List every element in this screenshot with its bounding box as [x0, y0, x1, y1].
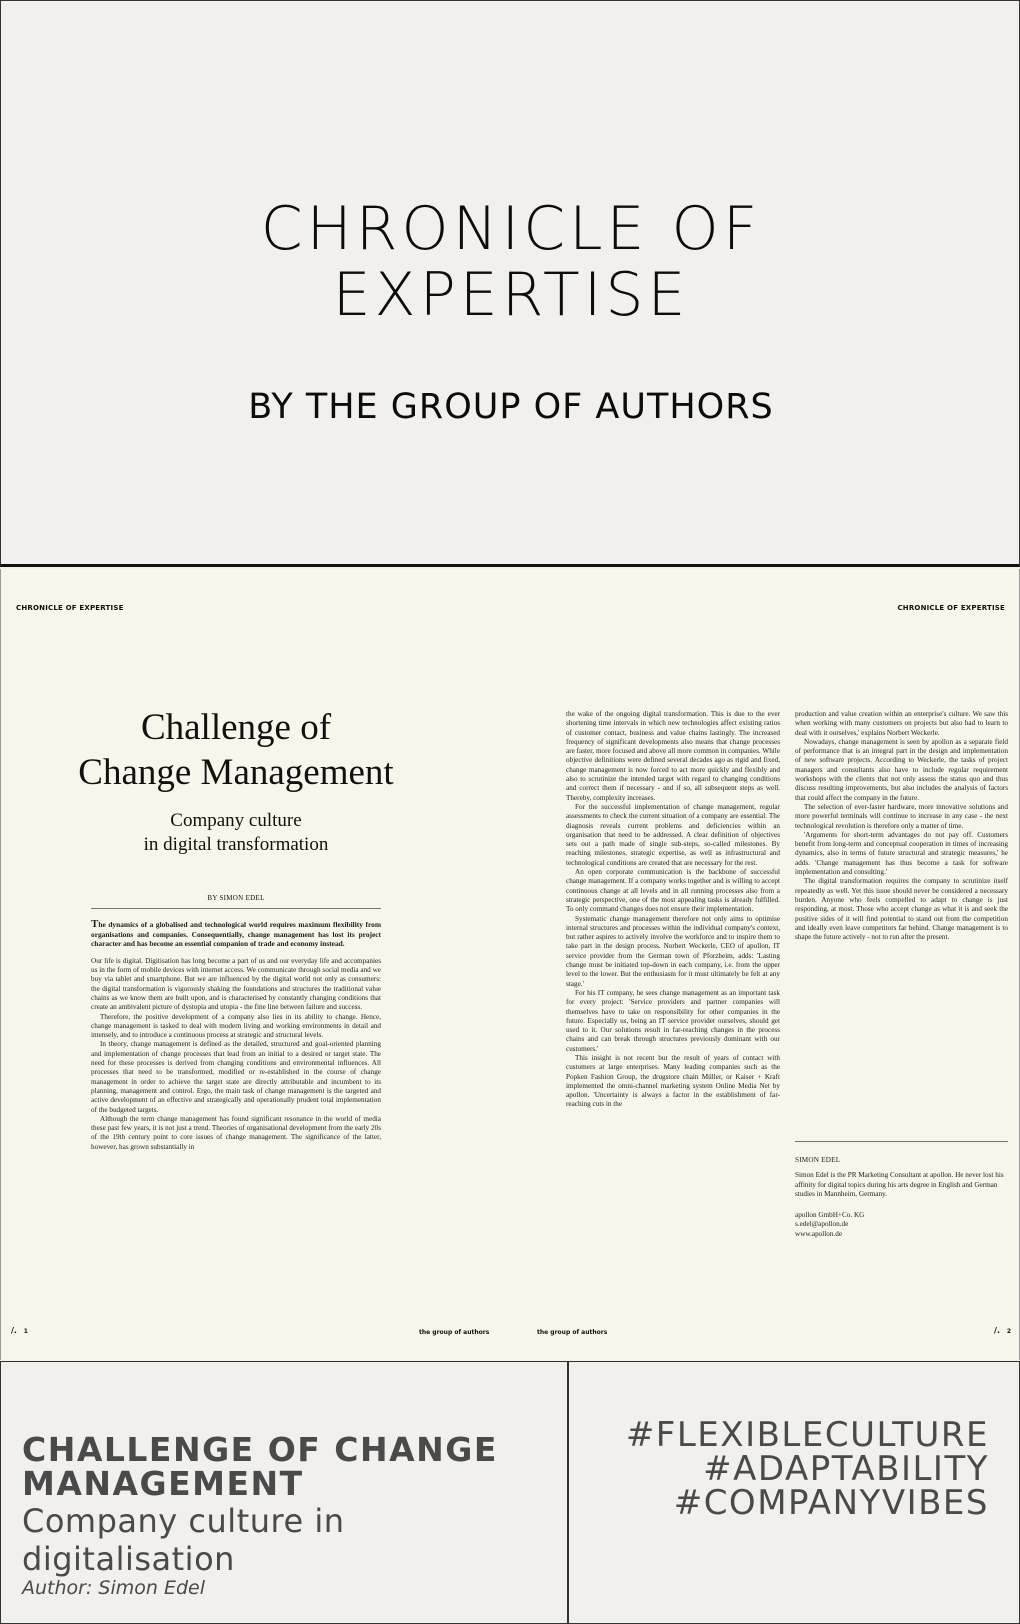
hashtag: #FLEXIBLECULTURE: [625, 1415, 989, 1455]
article-subtitle-line2: in digital transformation: [143, 834, 329, 855]
article-spread: [0, 569, 1020, 1360]
running-head-left: CHRONICLE OF EXPERTISE: [16, 604, 124, 612]
page-number-right: [994, 1326, 1011, 1335]
author-bio: [795, 1156, 1008, 1239]
footer-right: the group of authors: [537, 1329, 608, 1336]
paragraph: For the successful implementation of change management, regular assessments to check the current situation of a company are essential. The diagnosis reveals current problems and deficiencies within an organisation that need to be addressed. A clear definition of objectives sets out a path made of single sub-steps, so-called milestones. By reaching milestones, strategic expertise, as well as infrastructural and technological conditions are created that are necessary for the rest.: [566, 802, 780, 867]
article-title-line1: Challenge of: [140, 707, 332, 748]
page-number-left: [11, 1326, 28, 1335]
cover-panel: [0, 0, 1020, 567]
byline-rule: [91, 908, 381, 909]
page-mark-icon: /.: [994, 1326, 1001, 1335]
article-title-line2: Change Management: [78, 752, 394, 793]
bio-rule: [795, 1141, 1008, 1142]
article-lead: [91, 920, 381, 949]
article-column-3: [795, 710, 1008, 942]
summary-author: Author: Simon Edel: [22, 1577, 205, 1599]
cover-title-line1: CHRONICLE OF: [260, 194, 762, 264]
hashtag-panel: [568, 1361, 1020, 1624]
article-column-2: [566, 710, 780, 1110]
bio-description: Simon Edel is the PR Marketing Consultant at apollon. He never lost his affinity for digital topics during his arts degree in English and German studies in Mannheim, Germany.: [795, 1171, 1004, 1198]
bio-company: apollon GmbH+Co. KG: [795, 1211, 865, 1220]
summary-title: CHALLENGE OF CHANGE MANAGEMENT: [22, 1430, 498, 1503]
paragraph: The digital transformation requires the company to scrutinize itself repeatedly as well. Yet this issue should never be considered a necessary burden. Anyone who feels compelled to adapt to change is just responding, at most. Those who accept change as what it is and seek the positive sides of it will find potential to stand out from the competition and ideally even leave competitors far behind. Change management is to shape the future actively - not to run after the present.: [795, 877, 1008, 942]
paragraph: the wake of the ongoing digital transformation. This is due to the ever shortening time intervals in which new technologies affect existing ratios of customer contact, business and value chains lastingly. The increased frequency of significant developments also means that change processes are faster, more focused and above all more common in companies. While objective definitions were defined several decades ago as rigid and fixed, change management is now forced to act more quickly and flexibly and also to scrutinize the intended target with regard to changing conditions and correct them if necessary - and if so, all subsequent steps as well. Thereby, complexity increases.: [566, 710, 780, 802]
paragraph: For his IT company, he sees change management as an important task for every project: 'Service providers and partner companies will themselves have to take on responsibility for other companies in the future. Especially us, being an IT service provider ourselves, should get used to it. Our solutions result in far-reaching changes in the process chains and can break through structures previously dominant with our customers.': [566, 988, 780, 1053]
paragraph: The selection of ever-faster hardware, more innovative solutions and more powerful terminals will continue to increase in any case - the next technological revolution is therefore only a matter of time.: [795, 802, 1008, 830]
paragraph: In theory, change management is defined as the detailed, structured and goal-oriented planning and implementation of change processes that lead from an initial to a desired or target state. The need for these processes is derived from changing conditions and environmental influences. All processes that need to be transformed, modified or re-established in the course of change management in order to achieve the target state are directly attributable and incumbent to its planning, management and control. Ergo, the main task of change management is the targeted and active development of an effective and strategically and operationally prudent total implementation of the budgeted targets.: [91, 1040, 381, 1114]
summary-subtitle: Company culture in digitalisation: [22, 1502, 345, 1578]
cover-subtitle: BY THE GROUP OF AUTHORS: [248, 387, 774, 427]
lead-dropcap: T: [91, 918, 99, 930]
paragraph: Although the term change management has found significant resonance in the world of media these past few years, it is not just a trend. Theories of organisational development from the early 20s of the 19th century point to core issues of change management. The significance of the latter, however, has grown substantially in: [91, 1114, 381, 1151]
page-number-right-value: 2: [1006, 1328, 1011, 1335]
bio-name: SIMON EDEL: [795, 1156, 841, 1164]
hashtag-list: [625, 1415, 989, 1523]
article-title: [61, 705, 411, 795]
article-byline: BY SIMON EDEL: [207, 894, 265, 902]
paragraph: Our life is digital. Digitisation has long become a part of us and our everyday life and accompanies us in the form of mobile devices with internet access. We communicate through social media and we buy via tablet and smartphone. But we are influenced by the digital world not only as consumers: the digital transformation is vigorously shaking the foundations and structures the traditional value chains as we know them are built upon, and is characterised by constantly changing conditions that create an ambivalent picture of dystopia and utopia - the fine line between failure and success.: [91, 956, 381, 1012]
paragraph: Therefore, the positive development of a company also lies in its ability to change. Hence, change management is tasked to deal with modern living and working environments in detail and intensely, and to introduce a continuous process at strategic and structural levels.: [91, 1012, 381, 1040]
paragraph: This insight is not recent but the result of years of contact with customers at large enterprises. Many leading companies such as the Popken Fashion Group, the drugstore chain Müller, or Kaiser + Kraft implemented the omni-channel marketing system Online Media Net by apollon. 'Uncertainty is always a factor in the establishment of far-reaching cuts in the: [566, 1053, 780, 1109]
summary-panel: [0, 1361, 568, 1624]
bio-website[interactable]: www.apollon.de: [795, 1229, 843, 1238]
paragraph: Systematic change management therefore not only aims to optimise internal structures and processes within the individual company's context, but rather aspires to actively involve the workforce and to inspire them to take part in the design process. Norbert Weckerle, CEO of apollon, IT service provider from the German town of Pforzheim, adds: 'Lasting change must be initiated top-down in each company, i.e. from the upper level to the lower. But the enthusiasm for it must ultimately be felt at any stage.': [566, 914, 780, 988]
hashtag: #COMPANYVIBES: [673, 1483, 989, 1523]
page-number-left-value: 1: [23, 1328, 28, 1335]
article-subtitle-line1: Company culture: [170, 810, 302, 831]
paragraph: production and value creation within an enterprise's culture. We saw this when working with many customers on projects but also had to learn to deal with it ourselves,' explains Norbert Weckerle.: [795, 710, 1008, 737]
running-head-right: CHRONICLE OF EXPERTISE: [897, 604, 1005, 612]
hashtag: #ADAPTABILITY: [703, 1449, 989, 1489]
bio-email[interactable]: s.edel@apollon.de: [795, 1220, 849, 1229]
paragraph: An open corporate communication is the backbone of successful change management. If a company works together and is willing to accept continuous change at all levels and in all running processes also from a strategic perspective, one of the most appealing tasks is already fulfilled. To only command changes does not ensure their implementation.: [566, 868, 780, 914]
page-mark-icon: /.: [11, 1326, 17, 1335]
paragraph: 'Arguments for short-term advantages do not pay off. Customers benefit from long-term and conceptual cooperation in times of increasing dynamics, also in terms of future structural and strategic measures,' he adds. 'Change management has thus become a task for software implementation and consulting.': [795, 830, 1008, 877]
paragraph: Nowadays, change management is seen by apollon as a separate field of performance that is an integral part in the design and implementation of new software projects. According to Weckerle, the tasks of project managers and consultants also have to include regular requirement workshops with the clients that not only assess the status quo and thus discuss resulting improvements, but also includes the analysis of factors that could affect the company in the future.: [795, 737, 1008, 802]
cover-title-line2: EXPERTISE: [332, 260, 690, 330]
footer-left: the group of authors: [419, 1329, 490, 1336]
cover-title: [1, 196, 1020, 328]
article-subtitle: [61, 809, 411, 857]
article-column-1: [91, 920, 381, 1152]
lead-text: he dynamics of a globalised and technological world requires maximum flexibility from organisations and companies. Consequentially, change management has lost its project character and has become an essential companion of trade and economy instead.: [91, 920, 381, 949]
